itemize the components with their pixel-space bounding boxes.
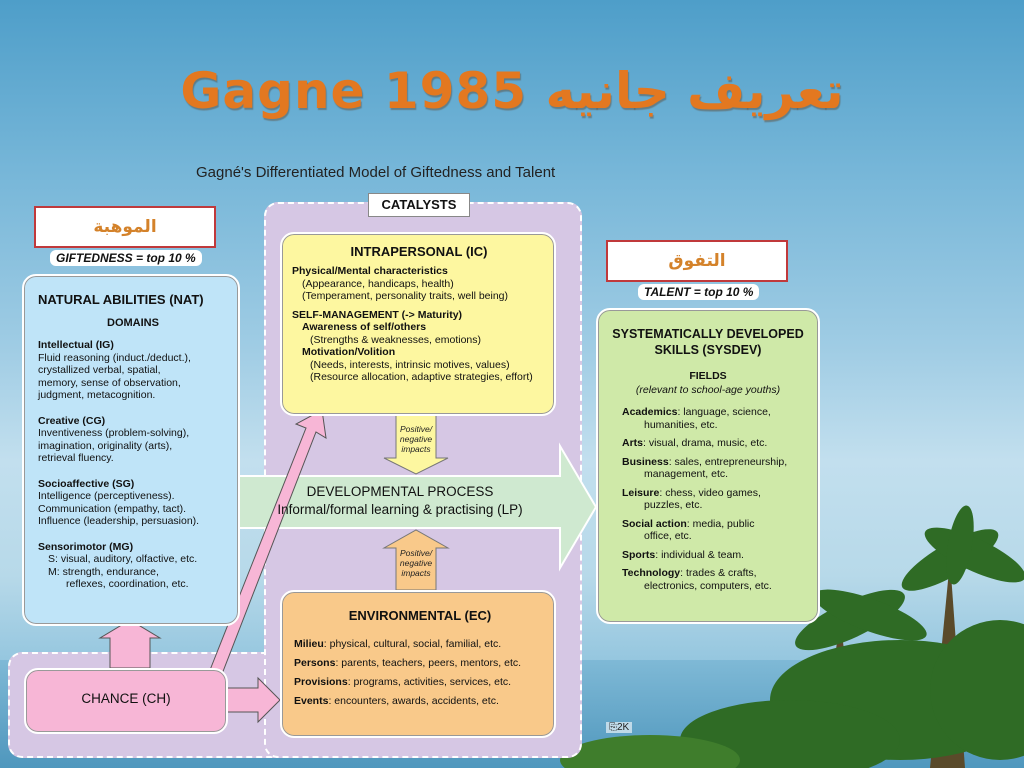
ic-line: Physical/Mental characteristics — [292, 265, 448, 277]
environmental-box — [280, 590, 556, 738]
ic-line: (Appearance, handicaps, health) — [302, 277, 454, 290]
systematically-developed-skills-box — [596, 308, 820, 624]
talent-arabic-label: التفوق — [606, 240, 788, 282]
sys-title-1: SYSTEMATICALLY DEVELOPED — [612, 327, 804, 341]
sys-relevant: (relevant to school-age youths) — [635, 384, 781, 396]
ec-row — [294, 673, 546, 692]
ec-value: : physical, cultural, social, familial, etc. — [323, 638, 502, 650]
ec-value: : parents, teachers, peers, mentors, etc. — [335, 657, 522, 669]
ec-row — [294, 654, 546, 673]
impacts-line: negative — [399, 558, 433, 568]
nat-line: judgment, metacognition. — [38, 389, 156, 401]
natural-abilities-box — [22, 274, 240, 626]
talent-note: TALENT = top 10 % — [638, 284, 759, 300]
nat-domains: DOMAINS — [107, 317, 159, 329]
nat-creative-section — [38, 415, 228, 465]
nat-line: crystallized verbal, spatial, — [38, 364, 161, 376]
sys-title-2: SKILLS (SYSDEV) — [654, 343, 762, 357]
sys-value-cont: management, etc. — [644, 468, 729, 480]
giftedness-arabic-label: الموهبة — [34, 206, 216, 248]
model-subtitle: Gagné's Differentiated Model of Giftedness and Talent — [196, 164, 556, 181]
sys-row — [622, 549, 810, 562]
ec-value: : programs, activities, services, etc. — [347, 676, 512, 688]
nat-line: reflexes, coordination, etc. — [66, 578, 189, 590]
ec-key: Milieu — [294, 638, 324, 650]
sys-value: : trades & crafts, — [680, 567, 757, 579]
nat-creative-head: Creative (CG) — [38, 414, 106, 427]
nat-line: Fluid reasoning (induct./deduct.), — [38, 351, 191, 364]
process-title: DEVELOPMENTAL PROCESS — [306, 484, 494, 499]
nat-sensorimotor-head: Sensorimotor (MG) — [38, 540, 134, 553]
ic-line: (Needs, interests, intrinsic motives, values) — [310, 358, 510, 371]
nat-line: Communication (empathy, tact). — [38, 502, 187, 515]
sys-fields: FIELDS — [689, 370, 727, 382]
nat-line: Intelligence (perceptiveness). — [38, 490, 175, 502]
sys-row — [622, 567, 810, 580]
ic-line: SELF-MANAGEMENT (-> Maturity) — [292, 308, 463, 321]
ic-line: Motivation/Volition — [302, 346, 396, 358]
nat-line: memory, sense of observation, — [38, 376, 181, 389]
ic-line: (Strengths & weaknesses, emotions) — [310, 333, 481, 346]
chance-to-nat-arrow — [100, 620, 160, 668]
chance-title: CHANCE (CH) — [81, 691, 171, 706]
sys-value-cont: electronics, computers, etc. — [644, 579, 772, 592]
ec-key: Persons — [294, 657, 336, 669]
nat-line: S: visual, auditory, olfactive, etc. — [48, 553, 198, 565]
ec-row — [294, 692, 546, 711]
nat-socioaffective-head: Socioaffective (SG) — [38, 477, 135, 490]
sys-value: : sales, entrepreneurship, — [668, 455, 788, 468]
sys-value-cont: humanities, etc. — [644, 418, 718, 431]
nat-socioaffective-section — [38, 478, 228, 528]
catalysts-label: CATALYSTS — [368, 193, 470, 217]
sys-value-cont: office, etc. — [644, 530, 692, 542]
nat-intellectual-head: Intellectual (IG) — [38, 339, 114, 351]
ec-key: Events — [294, 695, 329, 707]
nat-line: Influence (leadership, persuasion). — [38, 515, 200, 527]
sys-value: : individual & team. — [655, 548, 744, 561]
nat-line: M: strength, endurance, — [48, 565, 159, 578]
process-subtitle: Informal/formal learning & practising (LP) — [277, 502, 523, 517]
watermark-text: 2K — [617, 722, 630, 733]
ic-title: INTRAPERSONAL (IC) — [350, 244, 488, 259]
sys-value: : media, public — [686, 517, 755, 530]
nat-line: Inventiveness (problem-solving), — [38, 427, 190, 439]
nat-line: imagination, originality (arts), — [38, 439, 173, 452]
ic-line: (Resource allocation, adaptive strategies, effort) — [310, 371, 533, 383]
nat-sensorimotor-section — [38, 541, 228, 591]
sys-row — [622, 437, 810, 450]
sys-key: Business — [622, 455, 669, 468]
impacts-line: Positive/ — [399, 424, 433, 434]
impacts-line: impacts — [401, 444, 431, 454]
giftedness-note: GIFTEDNESS = top 10 % — [50, 250, 202, 266]
sys-key: Arts — [622, 437, 644, 449]
sys-key: Academics — [622, 406, 678, 418]
ec-key: Provisions — [294, 676, 348, 688]
impacts-top-label — [390, 424, 442, 454]
sys-value: : language, science, — [677, 406, 771, 418]
impacts-bottom-label — [390, 548, 442, 578]
ic-line: (Temperament, personality traits, well being) — [302, 290, 509, 302]
chance-box — [24, 668, 228, 734]
slide-title: Gagne 1985 تعريف جانيه — [180, 62, 844, 120]
sys-value: : visual, drama, music, etc. — [643, 437, 768, 449]
copy-icon: ⎘ — [609, 722, 617, 733]
nat-intellectual-section — [38, 339, 228, 402]
ic-line: Awareness of self/others — [302, 321, 427, 333]
watermark-badge — [606, 722, 632, 733]
sys-key: Sports — [622, 548, 656, 561]
impacts-line: Positive/ — [399, 548, 433, 558]
nat-title: NATURAL ABILITIES (NAT) — [38, 292, 204, 307]
sys-row — [622, 487, 810, 500]
ec-row — [294, 635, 546, 654]
sys-row — [622, 406, 810, 419]
impacts-line: negative — [399, 434, 433, 444]
impacts-line: impacts — [401, 568, 431, 578]
nat-line: retrieval fluency. — [38, 452, 114, 464]
intrapersonal-box — [280, 232, 556, 416]
sys-key: Leisure — [622, 486, 660, 499]
sys-key: Social action — [622, 517, 687, 530]
sys-key: Technology — [622, 567, 681, 579]
sys-row — [622, 456, 810, 469]
ec-value: : encounters, awards, accidents, etc. — [328, 695, 499, 707]
ec-title: ENVIRONMENTAL (EC) — [348, 608, 492, 623]
sys-value: : chess, video games, — [659, 486, 761, 499]
sys-value-cont: puzzles, etc. — [644, 499, 703, 511]
sys-row — [622, 518, 810, 531]
developmental-process-label — [240, 484, 560, 517]
chance-to-ec-arrow — [224, 678, 280, 722]
